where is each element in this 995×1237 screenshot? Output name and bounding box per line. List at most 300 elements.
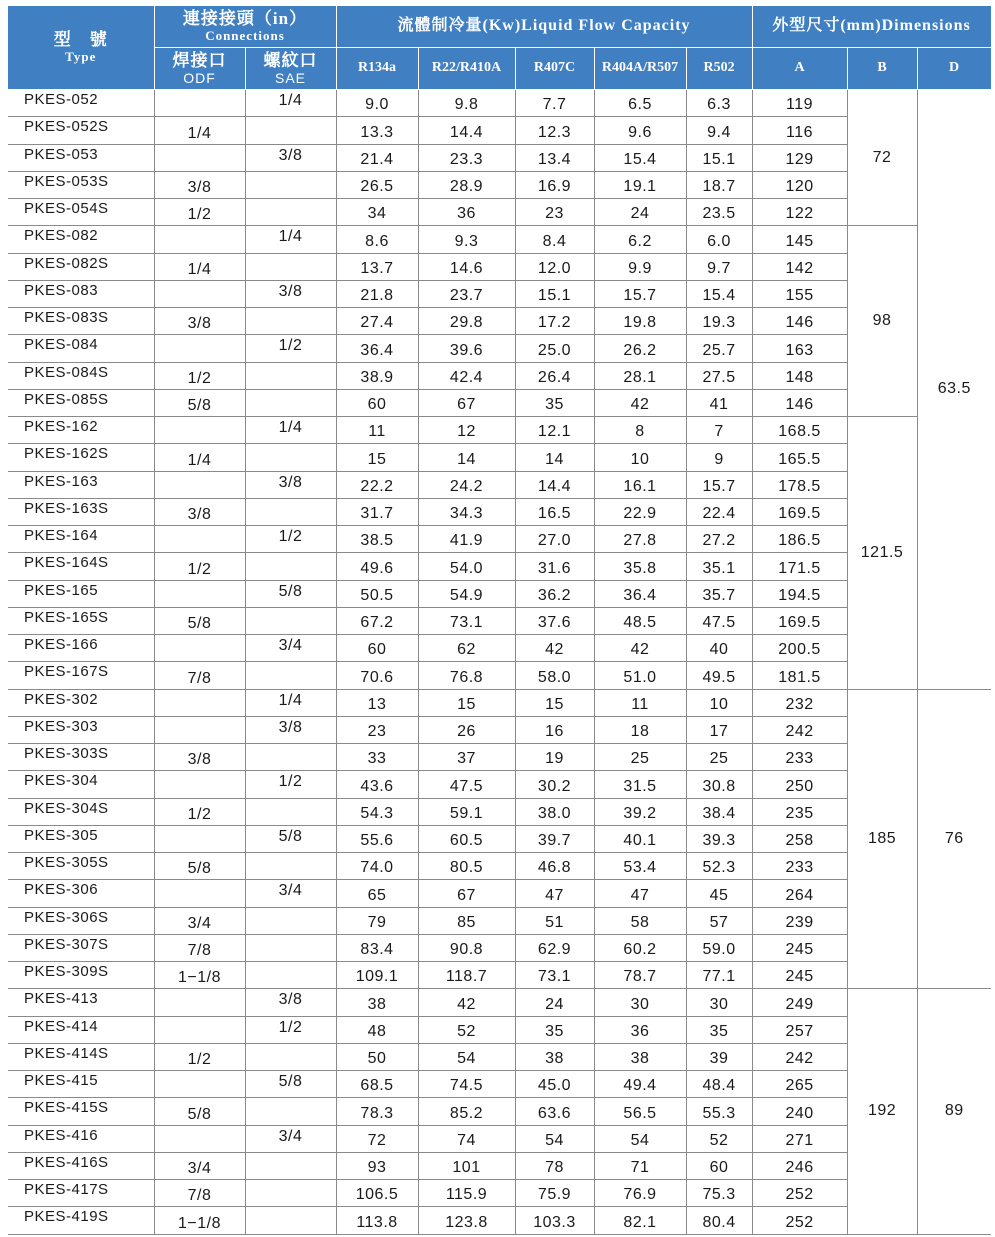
capacity-r502-cell: 35 xyxy=(686,1016,752,1043)
capacity-r22-cell: 54.9 xyxy=(418,580,515,607)
capacity-r22-cell: 14 xyxy=(418,444,515,471)
table-row xyxy=(8,853,991,880)
capacity-r502-cell: 7 xyxy=(686,417,752,444)
capacity-r404a-cell: 54 xyxy=(594,1125,686,1152)
capacity-r404a-cell: 9.6 xyxy=(594,117,686,144)
sae-size-cell xyxy=(245,498,336,525)
model-type-cell: PKES-163 xyxy=(8,471,154,498)
table-row xyxy=(8,689,991,716)
sae-size-cell: 5/8 xyxy=(245,1071,336,1098)
capacity-r404a-cell: 71 xyxy=(594,1152,686,1179)
capacity-r404a-cell: 36 xyxy=(594,1016,686,1043)
sae-size-cell: 1/4 xyxy=(245,417,336,444)
capacity-r404a-cell: 28.1 xyxy=(594,362,686,389)
table-row xyxy=(8,444,991,471)
capacity-r407c-cell: 12.1 xyxy=(515,417,594,444)
dimension-a-cell: 148 xyxy=(752,362,847,389)
capacity-r407c-cell: 12.3 xyxy=(515,117,594,144)
dimension-a-cell: 119 xyxy=(752,90,847,117)
dimension-a-cell: 181.5 xyxy=(752,662,847,689)
capacity-r404a-cell: 36.4 xyxy=(594,580,686,607)
capacity-r502-cell: 25.7 xyxy=(686,335,752,362)
table-row xyxy=(8,471,991,498)
capacity-r22-cell: 54.0 xyxy=(418,553,515,580)
capacity-r404a-cell: 56.5 xyxy=(594,1098,686,1125)
dimension-a-cell: 155 xyxy=(752,280,847,307)
odf-size-cell: 1/2 xyxy=(154,362,245,389)
dimension-a-cell: 186.5 xyxy=(752,526,847,553)
capacity-r407c-cell: 24 xyxy=(515,989,594,1016)
table-row xyxy=(8,526,991,553)
sae-size-cell xyxy=(245,389,336,416)
capacity-r407c-cell: 16.9 xyxy=(515,171,594,198)
table-row xyxy=(8,199,991,226)
capacity-r134a-cell: 113.8 xyxy=(336,1207,418,1234)
capacity-r134a-cell: 13.7 xyxy=(336,253,418,280)
capacity-r22-cell: 28.9 xyxy=(418,171,515,198)
odf-size-cell: 3/8 xyxy=(154,498,245,525)
dimension-a-cell: 145 xyxy=(752,226,847,253)
capacity-r407c-cell: 46.8 xyxy=(515,853,594,880)
capacity-r404a-cell: 78.7 xyxy=(594,962,686,989)
capacity-r22-cell: 36 xyxy=(418,199,515,226)
sae-size-cell: 1/2 xyxy=(245,1016,336,1043)
capacity-r404a-cell: 27.8 xyxy=(594,526,686,553)
model-type-cell: PKES-304 xyxy=(8,771,154,798)
dimension-a-cell: 169.5 xyxy=(752,498,847,525)
capacity-r134a-cell: 67.2 xyxy=(336,607,418,634)
capacity-r134a-cell: 23 xyxy=(336,716,418,743)
capacity-r502-cell: 27.5 xyxy=(686,362,752,389)
model-type-cell: PKES-167S xyxy=(8,662,154,689)
odf-size-cell xyxy=(154,580,245,607)
capacity-r407c-cell: 75.9 xyxy=(515,1180,594,1207)
sae-size-cell: 1/2 xyxy=(245,335,336,362)
model-type-cell: PKES-416 xyxy=(8,1125,154,1152)
capacity-r134a-cell: 13.3 xyxy=(336,117,418,144)
capacity-r407c-cell: 16 xyxy=(515,716,594,743)
capacity-r404a-cell: 76.9 xyxy=(594,1180,686,1207)
odf-size-cell: 1−1/8 xyxy=(154,1207,245,1234)
capacity-r502-cell: 18.7 xyxy=(686,171,752,198)
capacity-r404a-cell: 82.1 xyxy=(594,1207,686,1234)
capacity-r502-cell: 25 xyxy=(686,744,752,771)
table-row xyxy=(8,308,991,335)
odf-size-cell: 5/8 xyxy=(154,607,245,634)
sae-size-cell xyxy=(245,934,336,961)
model-type-cell: PKES-164S xyxy=(8,553,154,580)
dimension-a-cell: 233 xyxy=(752,744,847,771)
capacity-r407c-cell: 30.2 xyxy=(515,771,594,798)
odf-size-cell xyxy=(154,771,245,798)
table-row xyxy=(8,635,991,662)
capacity-r134a-cell: 50 xyxy=(336,1043,418,1070)
capacity-r407c-cell: 62.9 xyxy=(515,934,594,961)
dimension-d-cell: 76 xyxy=(917,689,991,989)
capacity-r502-cell: 59.0 xyxy=(686,934,752,961)
capacity-r502-cell: 35.7 xyxy=(686,580,752,607)
dimension-a-cell: 169.5 xyxy=(752,607,847,634)
dimension-a-cell: 265 xyxy=(752,1071,847,1098)
type-column-header xyxy=(8,6,154,90)
model-type-cell: PKES-084 xyxy=(8,335,154,362)
dimension-a-cell: 252 xyxy=(752,1180,847,1207)
capacity-r134a-cell: 38.9 xyxy=(336,362,418,389)
capacity-r134a-cell: 54.3 xyxy=(336,798,418,825)
model-type-cell: PKES-165 xyxy=(8,580,154,607)
capacity-r22-cell: 24.2 xyxy=(418,471,515,498)
capacity-r22-cell: 123.8 xyxy=(418,1207,515,1234)
capacity-r404a-cell: 9.9 xyxy=(594,253,686,280)
sae-size-cell xyxy=(245,199,336,226)
capacity-r407c-cell: 58.0 xyxy=(515,662,594,689)
table-row xyxy=(8,171,991,198)
capacity-r404a-cell: 38 xyxy=(594,1043,686,1070)
capacity-r502-cell: 39.3 xyxy=(686,825,752,852)
model-type-cell: PKES-302 xyxy=(8,689,154,716)
sae-size-cell xyxy=(245,907,336,934)
sae-size-cell: 1/2 xyxy=(245,771,336,798)
capacity-r22-cell: 80.5 xyxy=(418,853,515,880)
odf-size-cell xyxy=(154,880,245,907)
odf-size-cell xyxy=(154,989,245,1016)
capacity-r404a-cell: 49.4 xyxy=(594,1071,686,1098)
capacity-r404a-cell: 18 xyxy=(594,716,686,743)
capacity-r502-cell: 35.1 xyxy=(686,553,752,580)
sae-size-cell: 1/4 xyxy=(245,226,336,253)
capacity-r22-cell: 74.5 xyxy=(418,1071,515,1098)
capacity-r502-cell: 77.1 xyxy=(686,962,752,989)
capacity-r502-cell: 55.3 xyxy=(686,1098,752,1125)
capacity-r404a-cell: 25 xyxy=(594,744,686,771)
capacity-r502-cell: 48.4 xyxy=(686,1071,752,1098)
odf-size-cell xyxy=(154,1125,245,1152)
capacity-r134a-cell: 38.5 xyxy=(336,526,418,553)
capacity-r22-cell: 42.4 xyxy=(418,362,515,389)
model-type-cell: PKES-304S xyxy=(8,798,154,825)
table-row xyxy=(8,989,991,1016)
capacity-r502-cell: 19.3 xyxy=(686,308,752,335)
odf-header xyxy=(154,48,245,90)
model-type-cell: PKES-054S xyxy=(8,199,154,226)
capacity-r404a-cell: 24 xyxy=(594,199,686,226)
dimension-a-cell: 250 xyxy=(752,771,847,798)
capacity-r502-cell: 6.0 xyxy=(686,226,752,253)
connections-header-en: Connections xyxy=(205,28,285,44)
table-row xyxy=(8,90,991,117)
capacity-r134a-cell: 33 xyxy=(336,744,418,771)
table-row xyxy=(8,934,991,961)
capacity-r134a-cell: 21.4 xyxy=(336,144,418,171)
capacity-r404a-cell: 58 xyxy=(594,907,686,934)
table-row xyxy=(8,1043,991,1070)
dimension-a-cell: 239 xyxy=(752,907,847,934)
capacity-r404a-cell: 30 xyxy=(594,989,686,1016)
model-type-cell: PKES-082S xyxy=(8,253,154,280)
capacity-r134a-cell: 34 xyxy=(336,199,418,226)
table-row xyxy=(8,716,991,743)
sae-size-cell xyxy=(245,253,336,280)
odf-header-en: ODF xyxy=(183,69,216,86)
capacity-r502-cell: 9 xyxy=(686,444,752,471)
capacity-r407c-cell: 37.6 xyxy=(515,607,594,634)
connections-header xyxy=(154,6,336,48)
capacity-r22-cell: 14.4 xyxy=(418,117,515,144)
capacity-r134a-cell: 60 xyxy=(336,635,418,662)
odf-size-cell xyxy=(154,526,245,553)
capacity-r502-cell: 47.5 xyxy=(686,607,752,634)
dimension-a-cell: 252 xyxy=(752,1207,847,1234)
capacity-r404a-cell: 10 xyxy=(594,444,686,471)
odf-size-cell xyxy=(154,144,245,171)
capacity-r22-cell: 60.5 xyxy=(418,825,515,852)
capacity-r134a-cell: 49.6 xyxy=(336,553,418,580)
capacity-r407c-cell: 73.1 xyxy=(515,962,594,989)
capacity-r404a-cell: 11 xyxy=(594,689,686,716)
sae-size-cell: 3/8 xyxy=(245,280,336,307)
capacity-r404a-cell: 60.2 xyxy=(594,934,686,961)
dimension-a-cell: 232 xyxy=(752,689,847,716)
capacity-r407c-cell: 14 xyxy=(515,444,594,471)
dimension-header-a: A xyxy=(752,48,847,90)
capacity-r404a-cell: 22.9 xyxy=(594,498,686,525)
capacity-r502-cell: 17 xyxy=(686,716,752,743)
table-row xyxy=(8,280,991,307)
capacity-r404a-cell: 53.4 xyxy=(594,853,686,880)
table-row xyxy=(8,662,991,689)
table-row xyxy=(8,607,991,634)
capacity-r22-cell: 9.3 xyxy=(418,226,515,253)
capacity-r22-cell: 26 xyxy=(418,716,515,743)
dimension-a-cell: 120 xyxy=(752,171,847,198)
table-row xyxy=(8,1207,991,1234)
capacity-r407c-cell: 15 xyxy=(515,689,594,716)
capacity-r22-cell: 34.3 xyxy=(418,498,515,525)
capacity-r502-cell: 57 xyxy=(686,907,752,934)
capacity-r407c-cell: 47 xyxy=(515,880,594,907)
sae-size-cell xyxy=(245,798,336,825)
capacity-r404a-cell: 47 xyxy=(594,880,686,907)
capacity-r22-cell: 39.6 xyxy=(418,335,515,362)
model-type-cell: PKES-306S xyxy=(8,907,154,934)
odf-size-cell xyxy=(154,471,245,498)
capacity-r407c-cell: 12.0 xyxy=(515,253,594,280)
odf-size-cell xyxy=(154,825,245,852)
table-row xyxy=(8,907,991,934)
odf-size-cell xyxy=(154,1071,245,1098)
refrigerant-header-r404a: R404A/R507 xyxy=(594,48,686,90)
type-header-en: Type xyxy=(65,49,97,65)
capacity-r407c-cell: 103.3 xyxy=(515,1207,594,1234)
dimension-a-cell: 178.5 xyxy=(752,471,847,498)
capacity-r502-cell: 45 xyxy=(686,880,752,907)
sae-header-cn: 螺紋口 xyxy=(263,50,318,70)
capacity-r134a-cell: 83.4 xyxy=(336,934,418,961)
capacity-r502-cell: 30.8 xyxy=(686,771,752,798)
odf-size-cell xyxy=(154,689,245,716)
sae-size-cell: 3/8 xyxy=(245,989,336,1016)
table-row xyxy=(8,144,991,171)
capacity-r407c-cell: 13.4 xyxy=(515,144,594,171)
capacity-r22-cell: 74 xyxy=(418,1125,515,1152)
capacity-r404a-cell: 42 xyxy=(594,635,686,662)
odf-header-cn: 焊接口 xyxy=(172,50,227,70)
capacity-r502-cell: 38.4 xyxy=(686,798,752,825)
capacity-r502-cell: 41 xyxy=(686,389,752,416)
capacity-r404a-cell: 6.2 xyxy=(594,226,686,253)
capacity-r404a-cell: 15.4 xyxy=(594,144,686,171)
model-type-cell: PKES-306 xyxy=(8,880,154,907)
table-row xyxy=(8,226,991,253)
refrigerant-header-r22: R22/R410A xyxy=(418,48,515,90)
capacity-r22-cell: 67 xyxy=(418,389,515,416)
capacity-r407c-cell: 8.4 xyxy=(515,226,594,253)
dimension-b-cell: 98 xyxy=(847,226,917,417)
dimension-a-cell: 264 xyxy=(752,880,847,907)
capacity-r22-cell: 59.1 xyxy=(418,798,515,825)
capacity-r407c-cell: 7.7 xyxy=(515,90,594,117)
sae-header-en: SAE xyxy=(274,69,306,86)
sae-header xyxy=(245,48,336,90)
sae-size-cell: 5/8 xyxy=(245,580,336,607)
sae-size-cell: 1/4 xyxy=(245,90,336,117)
capacity-r502-cell: 15.4 xyxy=(686,280,752,307)
dimension-d-cell: 63.5 xyxy=(917,90,991,690)
capacity-r404a-cell: 19.8 xyxy=(594,308,686,335)
capacity-r22-cell: 42 xyxy=(418,989,515,1016)
capacity-r22-cell: 101 xyxy=(418,1152,515,1179)
dimension-a-cell: 163 xyxy=(752,335,847,362)
dimension-a-cell: 146 xyxy=(752,308,847,335)
dimension-a-cell: 171.5 xyxy=(752,553,847,580)
capacity-r407c-cell: 23 xyxy=(515,199,594,226)
model-type-cell: PKES-053S xyxy=(8,171,154,198)
capacity-r22-cell: 15 xyxy=(418,689,515,716)
table-row xyxy=(8,417,991,444)
dimension-a-cell: 235 xyxy=(752,798,847,825)
sae-size-cell xyxy=(245,444,336,471)
sae-size-cell xyxy=(245,1098,336,1125)
capacity-r407c-cell: 39.7 xyxy=(515,825,594,852)
dimension-b-cell: 72 xyxy=(847,90,917,226)
dimensions-header: 外型尺寸(mm)Dimensions xyxy=(752,6,991,48)
capacity-r502-cell: 27.2 xyxy=(686,526,752,553)
model-type-cell: PKES-417S xyxy=(8,1180,154,1207)
capacity-r134a-cell: 21.8 xyxy=(336,280,418,307)
capacity-r502-cell: 30 xyxy=(686,989,752,1016)
capacity-r502-cell: 22.4 xyxy=(686,498,752,525)
capacity-r22-cell: 118.7 xyxy=(418,962,515,989)
model-type-cell: PKES-413 xyxy=(8,989,154,1016)
capacity-r502-cell: 75.3 xyxy=(686,1180,752,1207)
odf-size-cell: 1/4 xyxy=(154,253,245,280)
capacity-r502-cell: 60 xyxy=(686,1152,752,1179)
capacity-r134a-cell: 68.5 xyxy=(336,1071,418,1098)
model-type-cell: PKES-415 xyxy=(8,1071,154,1098)
table-row xyxy=(8,1180,991,1207)
model-type-cell: PKES-307S xyxy=(8,934,154,961)
dimension-d-cell: 89 xyxy=(917,989,991,1234)
capacity-r407c-cell: 19 xyxy=(515,744,594,771)
capacity-r134a-cell: 93 xyxy=(336,1152,418,1179)
capacity-r134a-cell: 50.5 xyxy=(336,580,418,607)
odf-size-cell: 3/8 xyxy=(154,171,245,198)
dimension-a-cell: 165.5 xyxy=(752,444,847,471)
capacity-r134a-cell: 13 xyxy=(336,689,418,716)
capacity-r134a-cell: 22.2 xyxy=(336,471,418,498)
capacity-r22-cell: 52 xyxy=(418,1016,515,1043)
capacity-r502-cell: 9.7 xyxy=(686,253,752,280)
dimension-a-cell: 146 xyxy=(752,389,847,416)
sae-size-cell: 1/4 xyxy=(245,689,336,716)
model-type-cell: PKES-052 xyxy=(8,90,154,117)
dimension-a-cell: 200.5 xyxy=(752,635,847,662)
odf-size-cell: 5/8 xyxy=(154,1098,245,1125)
capacity-r407c-cell: 26.4 xyxy=(515,362,594,389)
sae-size-cell xyxy=(245,1043,336,1070)
odf-size-cell: 1/2 xyxy=(154,199,245,226)
capacity-r407c-cell: 35 xyxy=(515,1016,594,1043)
dimension-a-cell: 142 xyxy=(752,253,847,280)
model-type-cell: PKES-303 xyxy=(8,716,154,743)
model-type-cell: PKES-305S xyxy=(8,853,154,880)
sae-size-cell xyxy=(245,362,336,389)
sae-size-cell xyxy=(245,553,336,580)
dimension-a-cell: 242 xyxy=(752,1043,847,1070)
sae-size-cell xyxy=(245,308,336,335)
table-row xyxy=(8,880,991,907)
sae-size-cell xyxy=(245,117,336,144)
capacity-r404a-cell: 31.5 xyxy=(594,771,686,798)
capacity-r407c-cell: 38 xyxy=(515,1043,594,1070)
capacity-r407c-cell: 54 xyxy=(515,1125,594,1152)
dimension-a-cell: 122 xyxy=(752,199,847,226)
capacity-r407c-cell: 63.6 xyxy=(515,1098,594,1125)
sae-size-cell: 3/4 xyxy=(245,635,336,662)
capacity-r134a-cell: 15 xyxy=(336,444,418,471)
model-type-cell: PKES-415S xyxy=(8,1098,154,1125)
dimension-a-cell: 116 xyxy=(752,117,847,144)
capacity-r502-cell: 15.7 xyxy=(686,471,752,498)
sae-size-cell xyxy=(245,662,336,689)
capacity-r407c-cell: 45.0 xyxy=(515,1071,594,1098)
table-row xyxy=(8,117,991,144)
sae-size-cell xyxy=(245,171,336,198)
capacity-r502-cell: 40 xyxy=(686,635,752,662)
dimension-a-cell: 245 xyxy=(752,934,847,961)
capacity-r502-cell: 23.5 xyxy=(686,199,752,226)
capacity-r134a-cell: 8.6 xyxy=(336,226,418,253)
capacity-r407c-cell: 42 xyxy=(515,635,594,662)
dimension-a-cell: 240 xyxy=(752,1098,847,1125)
type-header-cn: 型 號 xyxy=(53,30,108,50)
flow-capacity-header: 流體制冷量(Kw)Liquid Flow Capacity xyxy=(336,6,752,48)
model-type-cell: PKES-303S xyxy=(8,744,154,771)
sae-size-cell xyxy=(245,853,336,880)
capacity-r407c-cell: 14.4 xyxy=(515,471,594,498)
odf-size-cell: 3/4 xyxy=(154,907,245,934)
dimension-a-cell: 245 xyxy=(752,962,847,989)
capacity-r134a-cell: 70.6 xyxy=(336,662,418,689)
capacity-r502-cell: 9.4 xyxy=(686,117,752,144)
capacity-r22-cell: 76.8 xyxy=(418,662,515,689)
capacity-r502-cell: 39 xyxy=(686,1043,752,1070)
sae-size-cell xyxy=(245,1152,336,1179)
capacity-r22-cell: 47.5 xyxy=(418,771,515,798)
odf-size-cell xyxy=(154,280,245,307)
capacity-r134a-cell: 78.3 xyxy=(336,1098,418,1125)
capacity-r404a-cell: 48.5 xyxy=(594,607,686,634)
